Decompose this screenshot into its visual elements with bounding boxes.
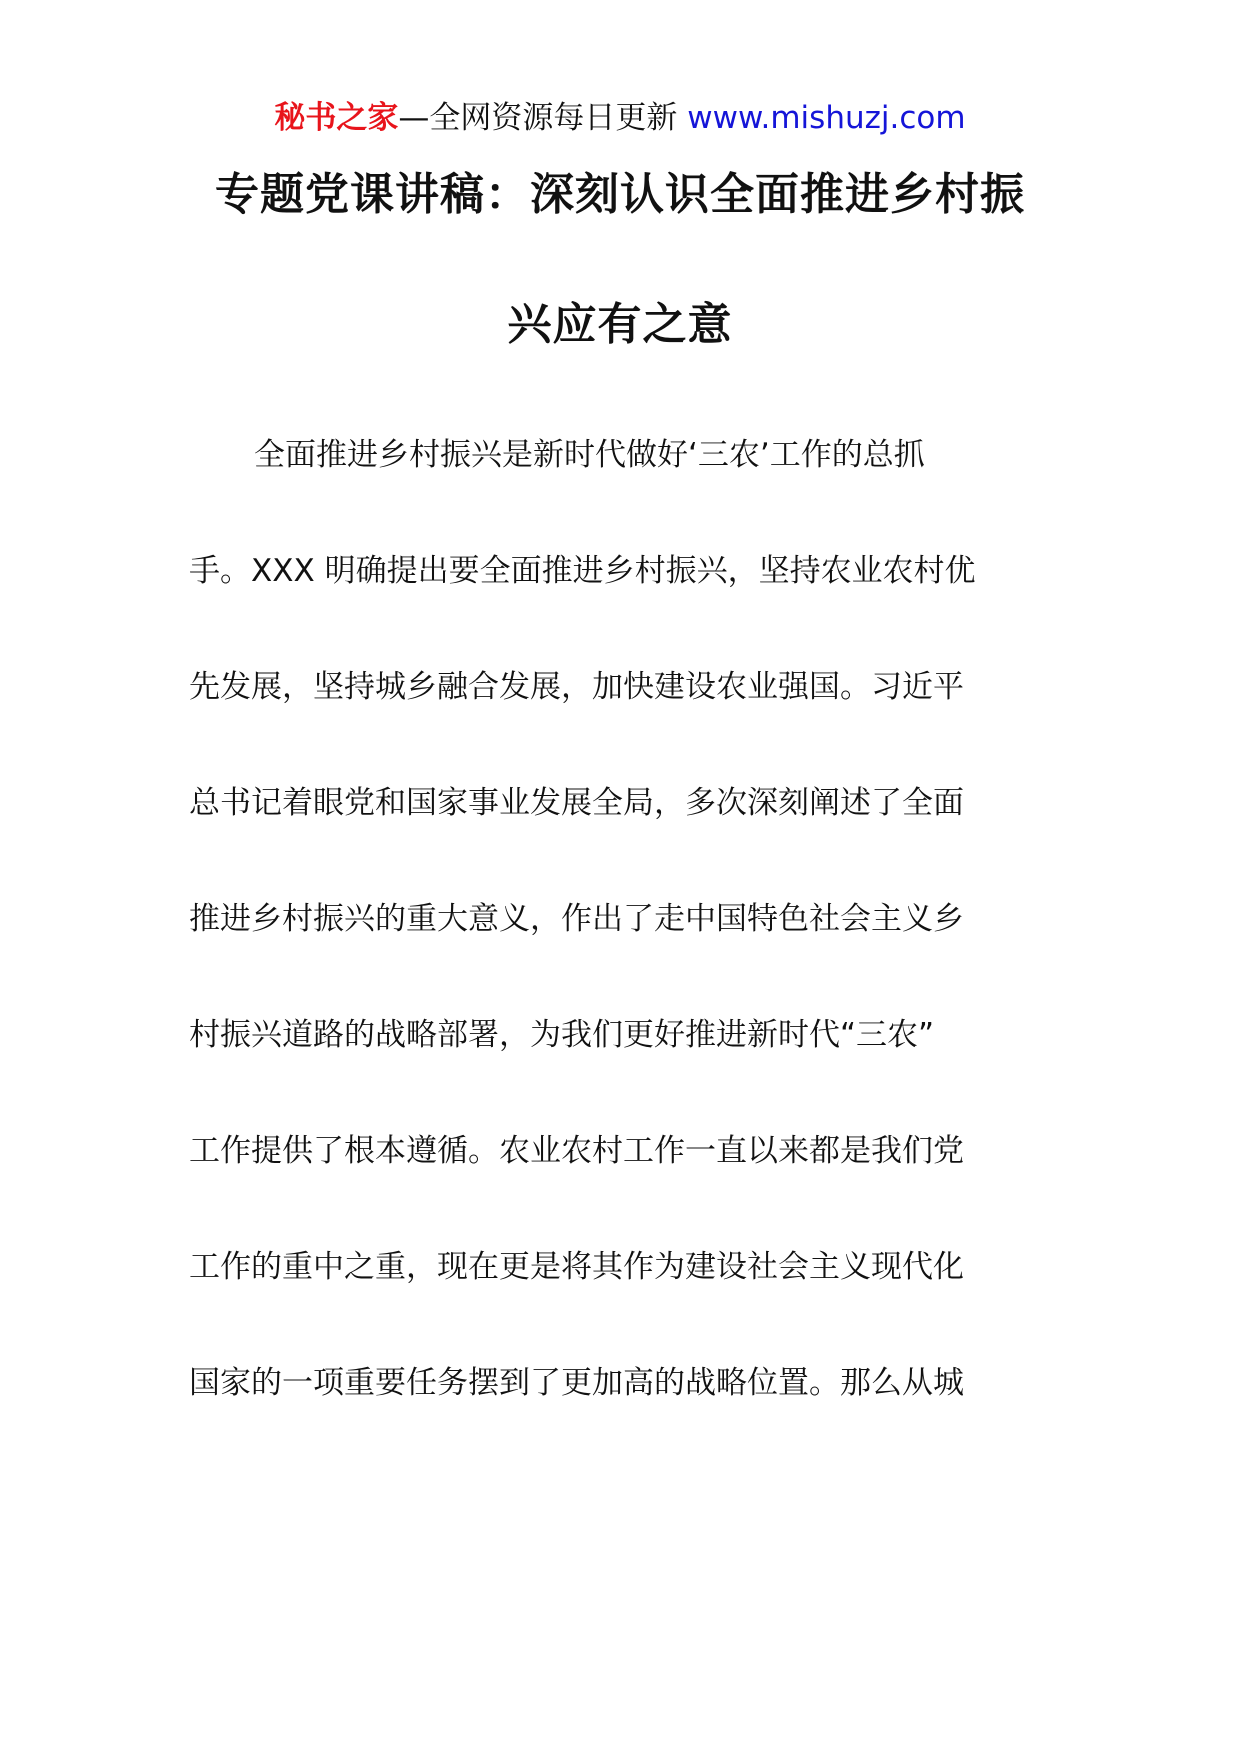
- paragraph-line: 手。XXX 明确提出要全面推进乡村振兴，坚持农业农村优: [189, 553, 976, 589]
- brand-name: 秘书之家: [274, 100, 399, 136]
- paragraph-line: 全面推进乡村振兴是新时代做好‘三农’工作的总抓: [254, 437, 925, 473]
- document-title-line-1: 专题党课讲稿：深刻认识全面推进乡村振: [215, 169, 1025, 220]
- paragraph-line: 先发展，坚持城乡融合发展，加快建设农业强国。习近平: [189, 669, 964, 705]
- paragraph-line: 村振兴道路的战略部署，为我们更好推进新时代“三农”: [189, 1017, 935, 1053]
- paragraph-line: 工作提供了根本遵循。农业农村工作一直以来都是我们党: [189, 1133, 964, 1169]
- site-url-link[interactable]: www.mishuzj.com: [687, 100, 966, 136]
- paragraph-line: 总书记着眼党和国家事业发展全局，多次深刻阐述了全面: [189, 785, 964, 821]
- paragraph-line: 工作的重中之重，现在更是将其作为建设社会主义现代化: [189, 1249, 964, 1285]
- paragraph-line: 国家的一项重要任务摆到了更加高的战略位置。那么从城: [189, 1365, 964, 1401]
- header-tagline: —全网资源每日更新: [398, 100, 688, 136]
- paragraph-line: 推进乡村振兴的重大意义，作出了走中国特色社会主义乡: [189, 901, 964, 937]
- document-title-line-2: 兴应有之意: [507, 299, 733, 350]
- site-header: [0, 98, 1240, 138]
